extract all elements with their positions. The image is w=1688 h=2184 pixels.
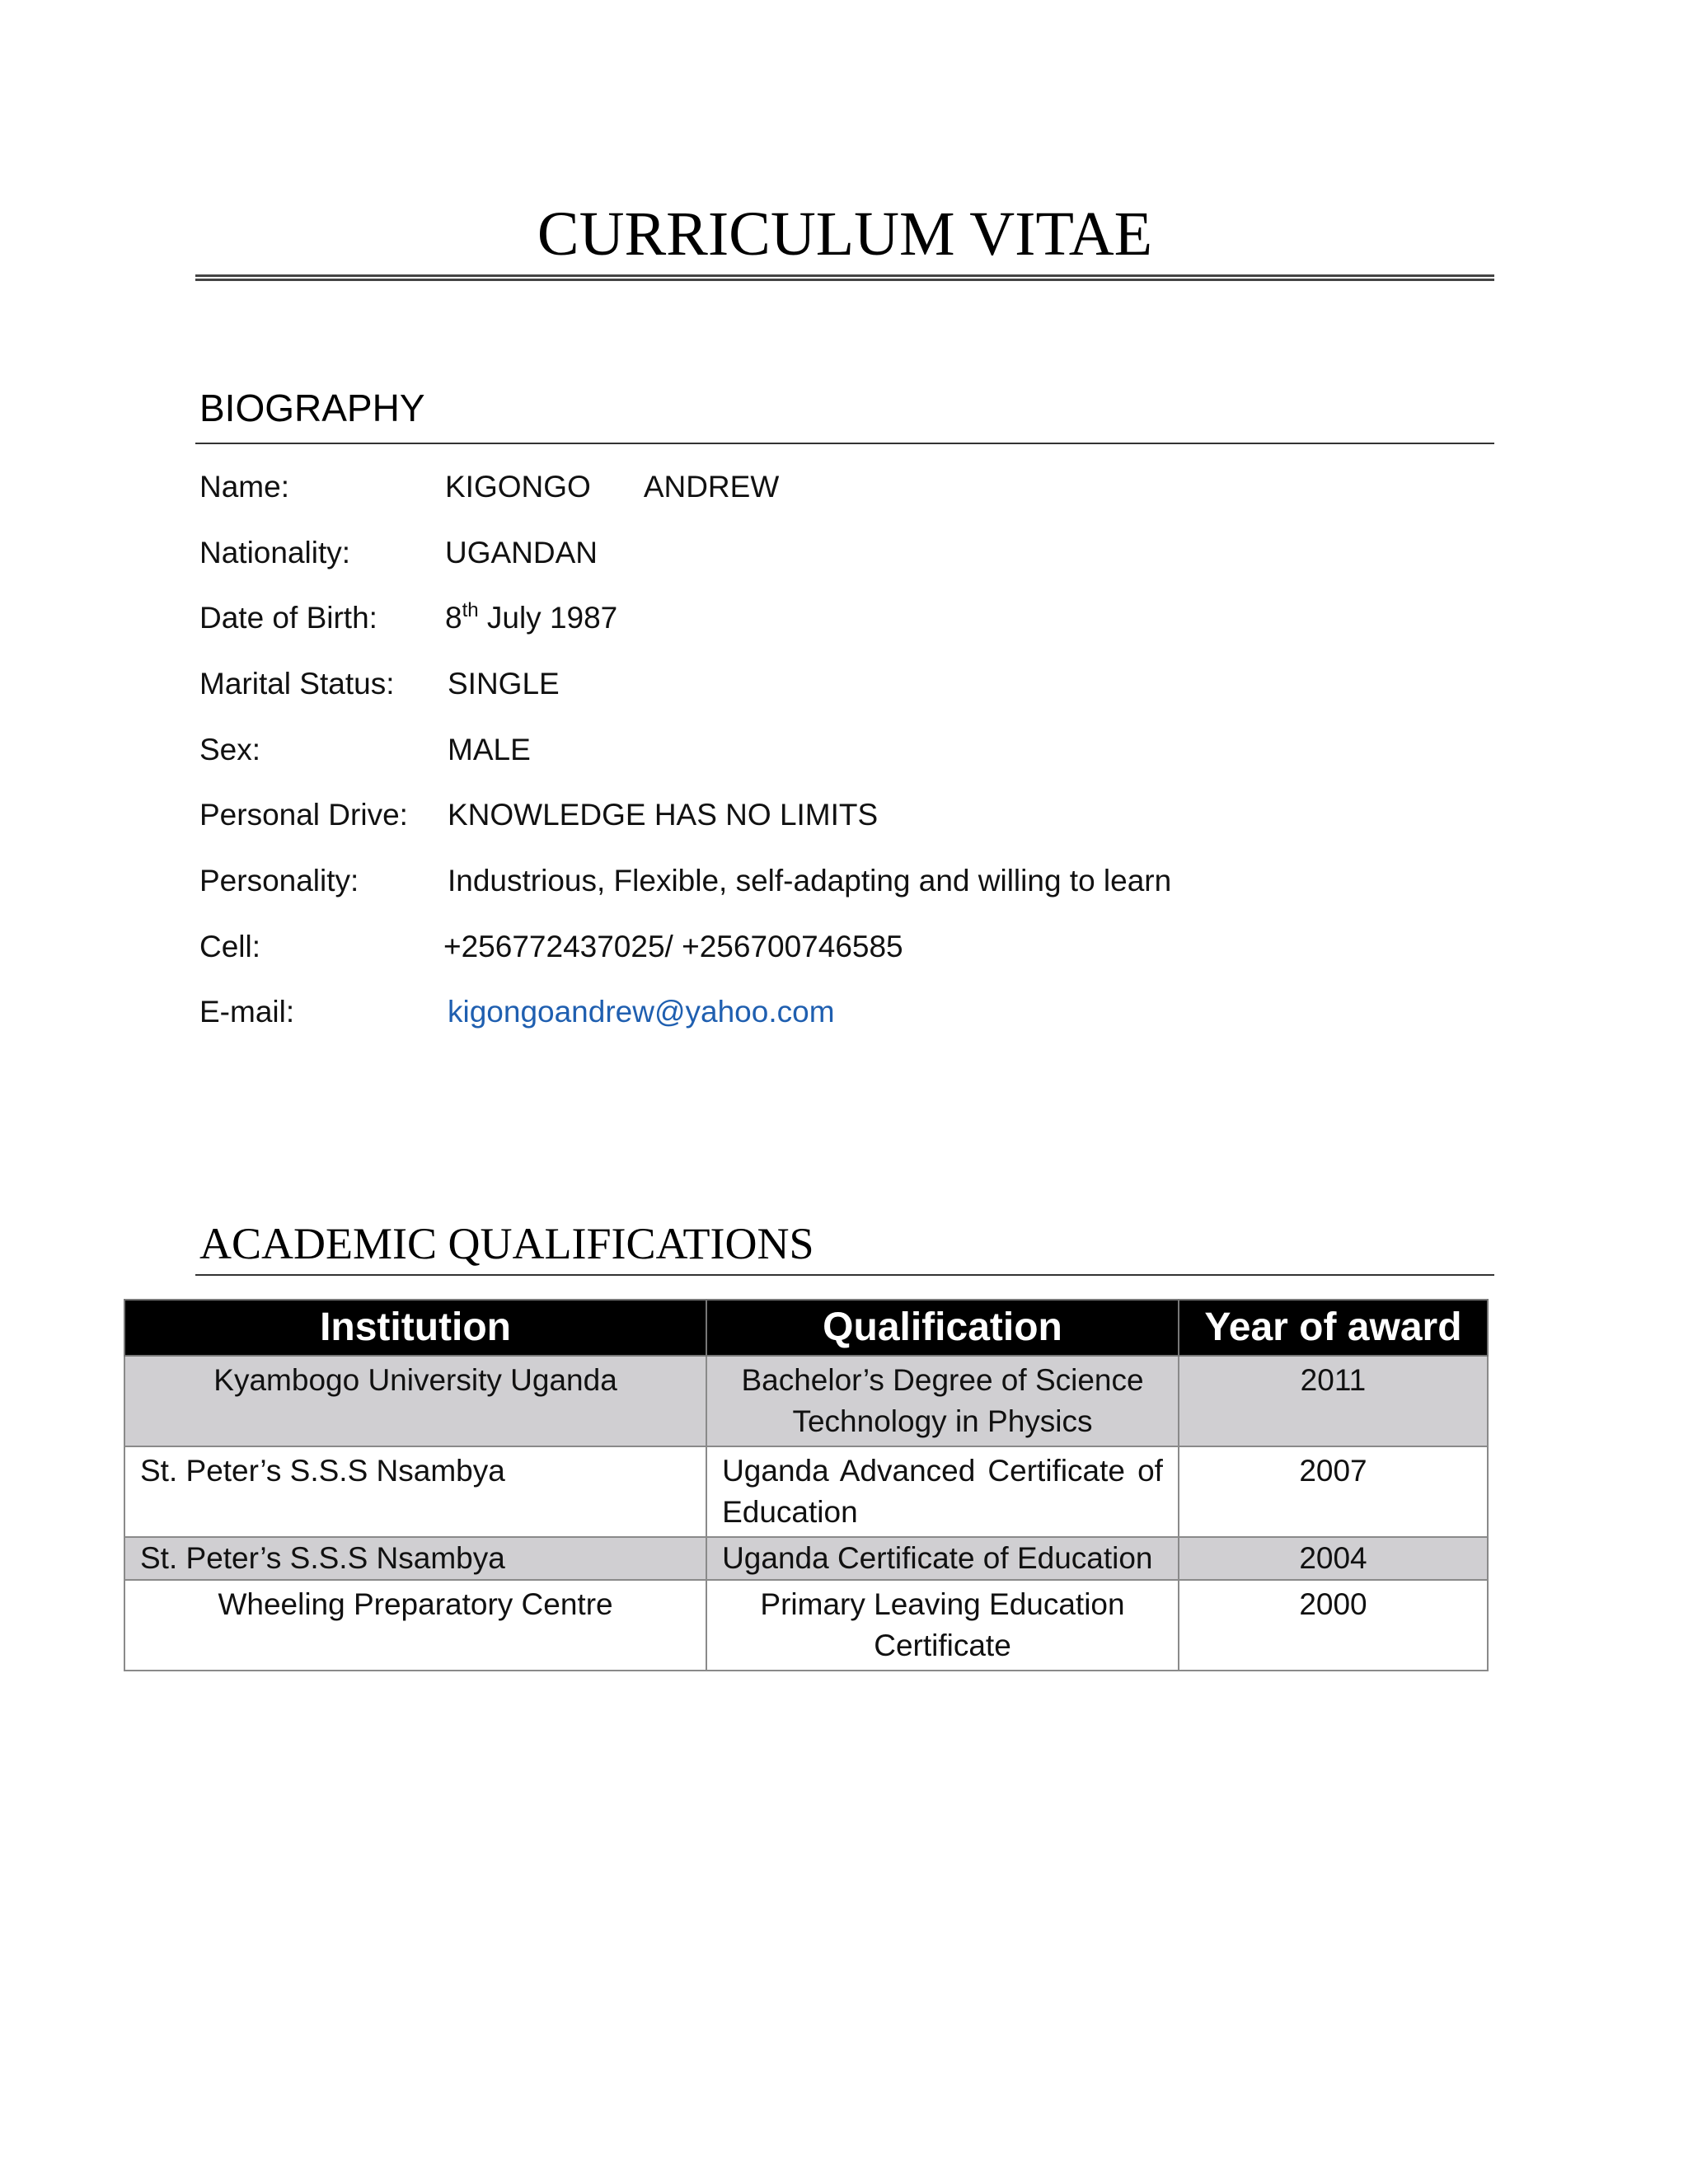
page-title: CURRICULUM VITAE: [537, 199, 1153, 269]
cell-value: +256772437025/ +256700746585: [443, 930, 903, 963]
name-value: [445, 462, 779, 512]
marital-status-value: SINGLE: [448, 667, 560, 701]
sex-label: Sex:: [199, 733, 261, 766]
year-cell: 2011: [1179, 1356, 1488, 1446]
birth-day: 8: [445, 601, 462, 635]
academic-qualifications-rule: [195, 1274, 1494, 1276]
bio-row-nationality: [199, 528, 1436, 578]
bio-row-cell: [199, 922, 1436, 972]
column-header-year: Year of award: [1179, 1300, 1488, 1356]
cell-label: Cell:: [199, 930, 261, 963]
column-header-qualification: Qualification: [706, 1300, 1179, 1356]
date-of-birth-label: Date of Birth:: [199, 601, 377, 635]
bio-row-email: [199, 987, 1436, 1037]
nationality-value: UGANDAN: [445, 536, 598, 569]
birth-month-year: July 1987: [486, 601, 618, 635]
email-value: [448, 987, 835, 1037]
qualification-cell: Bachelor’s Degree of Science Technology in Physics: [706, 1356, 1179, 1446]
academic-qualifications-heading: ACADEMIC QUALIFICATIONS: [199, 1219, 814, 1268]
qualification-cell: Uganda Certificate of Education: [706, 1537, 1179, 1580]
bio-row-date-of-birth: [199, 593, 1436, 643]
date-of-birth-value: [445, 593, 617, 643]
year-cell: 2000: [1179, 1580, 1488, 1671]
personal-drive-value: KNOWLEDGE HAS NO LIMITS: [448, 798, 879, 832]
qualification-cell: Primary Leaving Education Certificate: [706, 1580, 1179, 1671]
personality-label: Personality:: [199, 864, 359, 898]
last-name: ANDREW: [643, 470, 780, 504]
column-header-institution: Institution: [124, 1300, 706, 1356]
year-cell: 2007: [1179, 1446, 1488, 1537]
personal-drive-label: Personal Drive:: [199, 798, 408, 832]
qualification-cell: Uganda Advanced Certificate of Education: [706, 1446, 1179, 1537]
table-row: [124, 1356, 1488, 1446]
biography-rule: [195, 443, 1494, 444]
bio-row-name: [199, 462, 1436, 512]
email-label: E-mail:: [199, 995, 295, 1029]
biography-heading: BIOGRAPHY: [199, 387, 425, 429]
first-name: KIGONGO: [445, 470, 591, 504]
personality-value: Industrious, Flexible, self-adapting and willing to learn: [448, 864, 1172, 898]
bio-row-personal-drive: [199, 790, 1436, 840]
institution-cell: St. Peter’s S.S.S Nsambya: [124, 1537, 706, 1580]
table-header-row: [124, 1300, 1488, 1356]
institution-cell: St. Peter’s S.S.S Nsambya: [124, 1446, 706, 1537]
email-link[interactable]: kigongoandrew@yahoo.com: [448, 995, 835, 1029]
sex-value: MALE: [448, 733, 531, 766]
table-row: [124, 1446, 1488, 1537]
bio-row-personality: [199, 856, 1436, 906]
name-label: Name:: [199, 470, 289, 504]
nationality-label: Nationality:: [199, 536, 351, 569]
institution-cell: Wheeling Preparatory Centre: [124, 1580, 706, 1671]
year-cell: 2004: [1179, 1537, 1488, 1580]
table-row: [124, 1537, 1488, 1580]
institution-cell: Kyambogo University Uganda: [124, 1356, 706, 1446]
marital-status-label: Marital Status:: [199, 667, 395, 701]
bio-row-marital-status: [199, 659, 1436, 709]
qualifications-table: [124, 1299, 1489, 1671]
table-row: [124, 1580, 1488, 1671]
bio-row-sex: [199, 725, 1436, 775]
title-double-rule: [195, 274, 1494, 281]
birth-day-suffix: th: [462, 599, 479, 621]
